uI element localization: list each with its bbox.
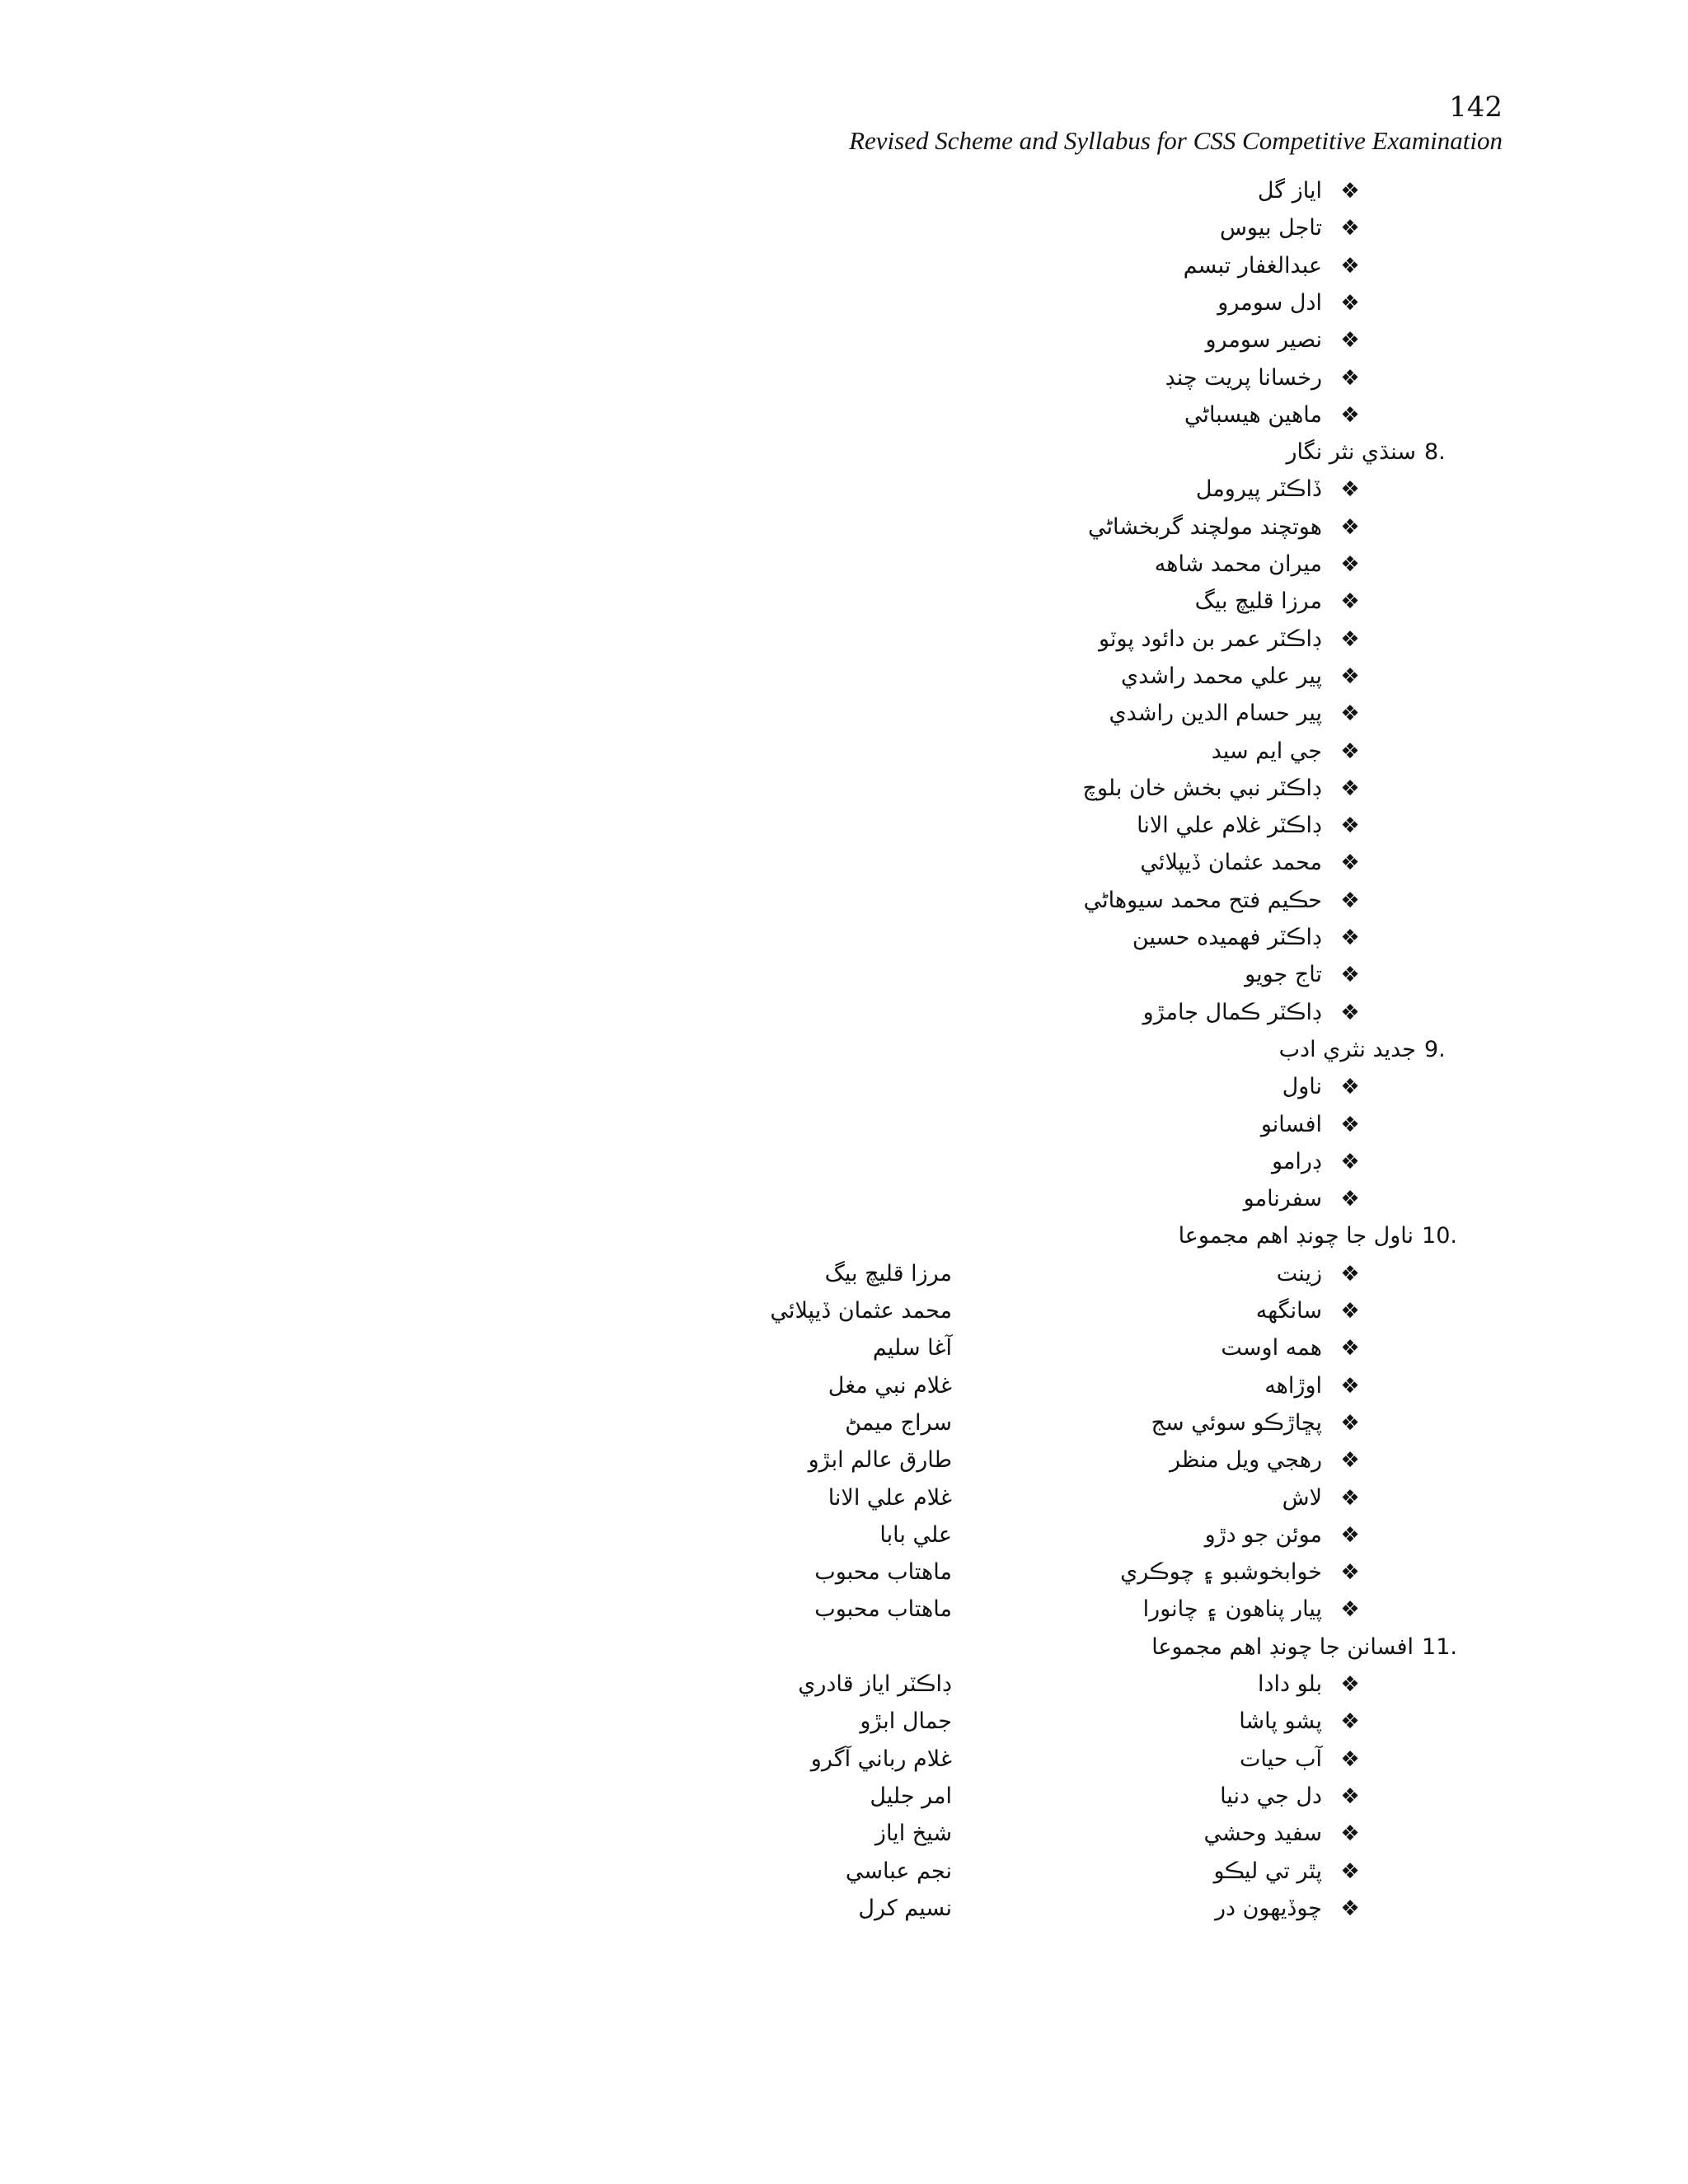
item-text: جي ايم سيد xyxy=(1211,738,1322,764)
item-text: مرزا قليچ بيگ xyxy=(1194,588,1322,615)
list-item xyxy=(1220,212,1367,245)
bullet-icon: ❖ xyxy=(1340,1560,1360,1586)
item-author: طارق عالم ابڙو xyxy=(808,1447,952,1474)
list-item xyxy=(1213,1855,1367,1888)
item-text: تاجل بيوس xyxy=(1219,215,1322,241)
item-text: سفيد وحشي xyxy=(1203,1821,1322,1847)
list-item xyxy=(1258,1668,1367,1701)
item-text: ڊاڪٽر غلام علي الانا xyxy=(1137,813,1322,839)
list-item xyxy=(1203,1817,1367,1850)
bullet-icon: ❖ xyxy=(1340,1075,1360,1100)
item-text: سفرنامو xyxy=(1243,1186,1322,1212)
bullet-icon: ❖ xyxy=(1340,1410,1360,1436)
item-text: پڇاڙڪو سوئي سج xyxy=(1151,1409,1322,1436)
item-text: ڊاڪٽر عمر بن دائود پوٽو xyxy=(1099,626,1322,652)
bullet-icon: ❖ xyxy=(1340,589,1360,615)
bullet-icon: ❖ xyxy=(1340,926,1360,950)
item-text: زينت xyxy=(1276,1260,1322,1286)
item-text: ڏاڪٽر پيرومل xyxy=(1195,476,1322,503)
item-text: دل جي دنيا xyxy=(1220,1783,1322,1809)
list-item xyxy=(1220,1780,1367,1813)
section-title: سنڌي نثر نگار xyxy=(1286,439,1416,466)
bullet-icon: ❖ xyxy=(1340,290,1360,316)
list-item xyxy=(1165,362,1367,395)
item-text: ڊرامو xyxy=(1272,1148,1322,1174)
item-author: محمد عثمان ڏيپلائي xyxy=(770,1298,952,1324)
item-text: پيار پناهون ۽ چانورا xyxy=(1142,1596,1322,1623)
list-item xyxy=(1282,1482,1367,1515)
item-text: ڊاڪٽر فهميده حسين xyxy=(1132,925,1322,950)
bullet-icon: ❖ xyxy=(1340,701,1360,727)
list-item xyxy=(1109,697,1367,730)
list-item xyxy=(1244,1183,1367,1216)
item-text: موئن جو دڙو xyxy=(1204,1521,1322,1548)
list-item xyxy=(1083,772,1367,805)
list-item xyxy=(1217,287,1367,320)
list-item xyxy=(1215,1892,1367,1925)
bullet-icon: ❖ xyxy=(1340,888,1360,913)
bullet-icon: ❖ xyxy=(1340,1112,1360,1137)
list-item xyxy=(1143,996,1367,1029)
bullet-icon: ❖ xyxy=(1340,477,1360,503)
section-heading xyxy=(1279,1033,1457,1066)
list-item xyxy=(1256,1295,1367,1328)
bullet-icon: ❖ xyxy=(1340,1000,1360,1025)
bullet-icon: ❖ xyxy=(1340,1821,1360,1847)
bullet-icon: ❖ xyxy=(1340,216,1360,241)
bullet-icon: ❖ xyxy=(1340,1709,1360,1735)
item-text: پشو پاشا xyxy=(1239,1708,1322,1735)
item-text: نصير سومرو xyxy=(1205,327,1322,354)
bullet-icon: ❖ xyxy=(1340,1336,1360,1361)
section-title: ناول جا چونڊ اهم مجموعا xyxy=(1178,1223,1414,1249)
item-author: ڊاڪٽر اياز قادري xyxy=(798,1671,952,1697)
item-text: خوابخوشبو ۽ چوڪري xyxy=(1120,1559,1322,1586)
item-text: محمد عثمان ڏيپلائي xyxy=(1140,850,1322,876)
list-item xyxy=(1184,250,1367,283)
section-number: 11. xyxy=(1422,1633,1457,1660)
section-heading xyxy=(1287,436,1458,469)
bullet-icon: ❖ xyxy=(1340,663,1360,689)
list-item xyxy=(1272,1146,1367,1179)
item-text: ادل سومرو xyxy=(1217,289,1322,316)
item-text: سانگهه xyxy=(1255,1298,1322,1324)
item-text: رخسانا پريت چنڊ xyxy=(1165,364,1322,391)
list-item xyxy=(1155,548,1367,581)
section-heading xyxy=(1179,1220,1457,1253)
item-text: حڪيم فتح محمد سيوهاڻي xyxy=(1083,887,1322,913)
item-author: علي بابا xyxy=(879,1521,952,1548)
list-item xyxy=(1264,1370,1367,1403)
item-author: امر جليل xyxy=(870,1783,952,1809)
bullet-icon: ❖ xyxy=(1340,738,1360,764)
list-item xyxy=(1195,585,1367,618)
list-item xyxy=(1258,175,1367,208)
list-item xyxy=(1088,511,1367,544)
list-item xyxy=(1120,1556,1367,1589)
bullet-icon: ❖ xyxy=(1340,851,1360,876)
bullet-icon: ❖ xyxy=(1340,776,1360,801)
item-text: پٿر تي ليڪو xyxy=(1213,1858,1322,1884)
bullet-icon: ❖ xyxy=(1340,1485,1360,1511)
item-author: جمال ابڙو xyxy=(860,1708,952,1735)
bullet-icon: ❖ xyxy=(1340,1261,1360,1286)
item-text: تاج جويو xyxy=(1245,962,1322,988)
item-author: آغا سليم xyxy=(872,1335,952,1361)
bullet-icon: ❖ xyxy=(1340,626,1360,652)
item-text: افسانو xyxy=(1260,1111,1322,1137)
list-item xyxy=(1170,1444,1367,1477)
item-author: غلام رباني آگرو xyxy=(810,1746,952,1772)
bullet-icon: ❖ xyxy=(1340,552,1360,577)
list-item xyxy=(1137,809,1367,842)
item-text: لاش xyxy=(1282,1484,1322,1511)
list-item xyxy=(1099,623,1367,656)
item-text: اياز گل xyxy=(1257,178,1322,204)
bullet-icon: ❖ xyxy=(1340,1522,1360,1548)
bullet-icon: ❖ xyxy=(1340,365,1360,391)
section-title: جديد نثري ادب xyxy=(1278,1036,1416,1062)
bullet-icon: ❖ xyxy=(1340,1187,1360,1212)
item-text: ماهين هيسباڻي xyxy=(1184,401,1322,428)
bullet-icon: ❖ xyxy=(1340,1299,1360,1324)
bullet-icon: ❖ xyxy=(1340,1149,1360,1174)
bullet-icon: ❖ xyxy=(1340,402,1360,428)
item-author: نجم عباسي xyxy=(845,1858,952,1884)
item-text: عبدالغفار تبسم xyxy=(1183,252,1322,279)
item-text: اوڙاهه xyxy=(1264,1372,1322,1399)
item-author: غلام علي الانا xyxy=(828,1484,952,1511)
list-item xyxy=(1282,1071,1367,1104)
item-text: ڊاڪٽر نبي بخش خان بلوچ xyxy=(1082,775,1322,801)
list-item xyxy=(1245,958,1367,991)
item-text: ميران محمد شاهه xyxy=(1154,551,1322,577)
bullet-icon: ❖ xyxy=(1340,963,1360,988)
bullet-icon: ❖ xyxy=(1340,253,1360,279)
page-number: 142 xyxy=(1449,91,1503,124)
bullet-icon: ❖ xyxy=(1340,1858,1360,1884)
item-text: رهجي ويل منظر xyxy=(1169,1447,1322,1474)
list-item xyxy=(1277,1258,1367,1291)
item-author: نسيم کرل xyxy=(858,1895,952,1921)
item-author: شيخ اياز xyxy=(874,1821,952,1847)
list-item xyxy=(1240,1743,1367,1776)
list-item xyxy=(1221,1332,1367,1365)
list-item xyxy=(1196,473,1367,506)
list-item xyxy=(1184,399,1367,432)
section-number: 9. xyxy=(1424,1036,1446,1062)
section-heading xyxy=(1151,1631,1457,1664)
list-item xyxy=(1084,884,1367,917)
item-text: همه اوست xyxy=(1221,1335,1322,1361)
item-author: سراج ميمڻ xyxy=(845,1409,952,1436)
bullet-icon: ❖ xyxy=(1340,813,1360,839)
list-item xyxy=(1212,735,1367,768)
item-text: پير حسام الدين راشدي xyxy=(1109,701,1322,727)
bullet-icon: ❖ xyxy=(1340,1672,1360,1697)
list-item xyxy=(1205,324,1367,357)
bullet-icon: ❖ xyxy=(1340,1597,1360,1623)
item-text: ڊاڪٽر ڪمال جامڙو xyxy=(1142,999,1322,1025)
item-author: مرزا قليچ بيگ xyxy=(824,1260,952,1286)
item-author: ماهتاب محبوب xyxy=(814,1559,952,1586)
bullet-icon: ❖ xyxy=(1340,514,1360,540)
item-author: ماهتاب محبوب xyxy=(814,1596,952,1623)
item-text: ناول xyxy=(1282,1074,1322,1100)
bullet-icon: ❖ xyxy=(1340,1448,1360,1474)
bullet-icon: ❖ xyxy=(1340,1783,1360,1809)
list-item xyxy=(1121,660,1367,693)
item-text: بلو دادا xyxy=(1257,1671,1322,1697)
bullet-icon: ❖ xyxy=(1340,1746,1360,1772)
bullet-icon: ❖ xyxy=(1340,179,1360,204)
bullet-icon: ❖ xyxy=(1340,328,1360,354)
list-item xyxy=(1140,846,1367,879)
item-text: چوڏيهون در xyxy=(1214,1895,1322,1921)
item-text: هوتچند مولچند گربخشاڻي xyxy=(1087,513,1322,540)
page-header: Revised Scheme and Syllabus for CSS Competitive Examination xyxy=(849,126,1503,155)
bullet-icon: ❖ xyxy=(1340,1373,1360,1399)
bullet-icon: ❖ xyxy=(1340,1896,1360,1921)
item-text: پير علي محمد راشدي xyxy=(1120,663,1322,689)
section-title: افسانن جا چونڊ اهم مجموعا xyxy=(1151,1633,1414,1660)
list-item xyxy=(1132,921,1367,954)
section-number: 10. xyxy=(1422,1223,1457,1249)
list-item xyxy=(1205,1519,1367,1552)
list-item xyxy=(1239,1705,1367,1738)
list-item xyxy=(1143,1593,1367,1626)
list-item xyxy=(1261,1108,1367,1141)
section-number: 8. xyxy=(1424,439,1446,466)
item-text: آب حيات xyxy=(1240,1746,1322,1772)
item-author: غلام نبي مغل xyxy=(828,1372,952,1399)
list-item xyxy=(1151,1407,1367,1440)
